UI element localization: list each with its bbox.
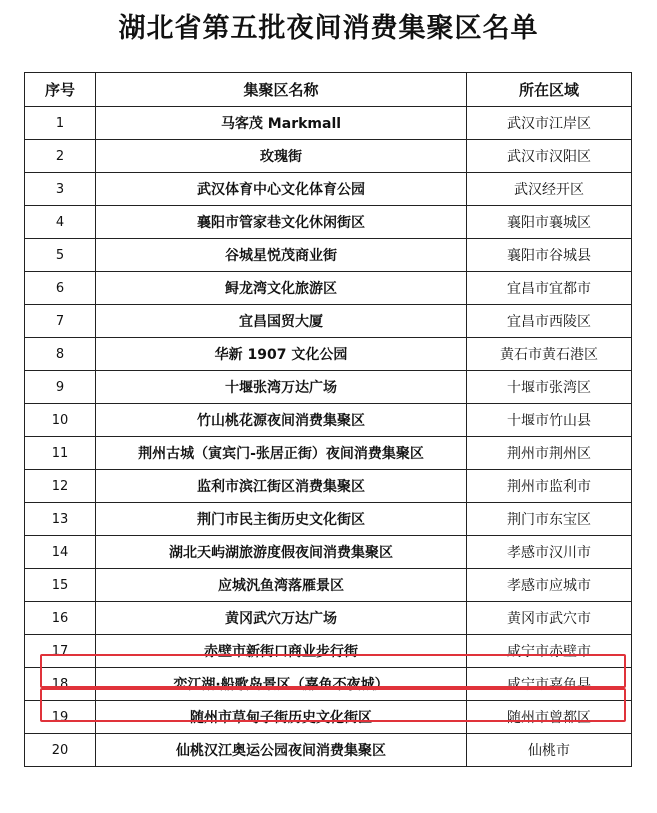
header-name: 集聚区名称 xyxy=(96,73,467,107)
row-index: 1 xyxy=(25,107,96,140)
row-region: 宜昌市西陵区 xyxy=(467,305,632,338)
header-region: 所在区域 xyxy=(467,73,632,107)
row-name: 仙桃汉江奥运公园夜间消费集聚区 xyxy=(96,734,467,767)
row-region: 随州市曾都区 xyxy=(467,701,632,734)
row-name: 荆门市民主街历史文化街区 xyxy=(96,503,467,536)
row-name: 玫瑰街 xyxy=(96,140,467,173)
row-index: 6 xyxy=(25,272,96,305)
row-index: 13 xyxy=(25,503,96,536)
row-region: 襄阳市襄城区 xyxy=(467,206,632,239)
table-row xyxy=(25,602,632,635)
row-region: 宜昌市宜都市 xyxy=(467,272,632,305)
row-index: 17 xyxy=(25,635,96,668)
row-index: 10 xyxy=(25,404,96,437)
row-region: 武汉经开区 xyxy=(467,173,632,206)
row-index: 14 xyxy=(25,536,96,569)
table-row xyxy=(25,569,632,602)
table-row xyxy=(25,437,632,470)
row-index: 15 xyxy=(25,569,96,602)
table-row xyxy=(25,140,632,173)
row-region: 黄石市黄石港区 xyxy=(467,338,632,371)
row-region: 荆州市监利市 xyxy=(467,470,632,503)
table-row xyxy=(25,206,632,239)
row-name: 十堰张湾万达广场 xyxy=(96,371,467,404)
row-region: 襄阳市谷城县 xyxy=(467,239,632,272)
table-header-row xyxy=(25,73,632,107)
row-region: 咸宁市赤壁市 xyxy=(467,635,632,668)
row-index: 18 xyxy=(25,668,96,701)
row-region: 十堰市竹山县 xyxy=(467,404,632,437)
header-index: 序号 xyxy=(25,73,96,107)
table-row xyxy=(25,635,632,668)
row-index: 16 xyxy=(25,602,96,635)
row-region: 武汉市江岸区 xyxy=(467,107,632,140)
row-name: 恋江湖·船歌岛景区（嘉鱼不夜城） xyxy=(96,668,467,701)
table-row xyxy=(25,668,632,701)
row-region: 十堰市张湾区 xyxy=(467,371,632,404)
row-index: 20 xyxy=(25,734,96,767)
table-row xyxy=(25,239,632,272)
row-name: 武汉体育中心文化体育公园 xyxy=(96,173,467,206)
row-name: 监利市滨江街区消费集聚区 xyxy=(96,470,467,503)
row-name: 应城汎鱼湾落雁景区 xyxy=(96,569,467,602)
document-title: 湖北省第五批夜间消费集聚区名单 xyxy=(118,13,539,44)
row-region: 黄冈市武穴市 xyxy=(467,602,632,635)
table-row xyxy=(25,305,632,338)
row-name: 鲟龙湾文化旅游区 xyxy=(96,272,467,305)
venue-table xyxy=(24,72,632,767)
row-name: 宜昌国贸大厦 xyxy=(96,305,467,338)
table-row xyxy=(25,371,632,404)
row-index: 7 xyxy=(25,305,96,338)
row-name: 襄阳市管家巷文化休闲街区 xyxy=(96,206,467,239)
row-region: 仙桃市 xyxy=(467,734,632,767)
row-region: 孝感市应城市 xyxy=(467,569,632,602)
row-region: 荆门市东宝区 xyxy=(467,503,632,536)
table-row xyxy=(25,470,632,503)
table-row xyxy=(25,701,632,734)
table-row xyxy=(25,404,632,437)
row-region: 孝感市汉川市 xyxy=(467,536,632,569)
row-name: 马客茂 Markmall xyxy=(96,107,467,140)
row-index: 19 xyxy=(25,701,96,734)
row-index: 12 xyxy=(25,470,96,503)
row-name: 华新 1907 文化公园 xyxy=(96,338,467,371)
table-row xyxy=(25,107,632,140)
row-region: 武汉市汉阳区 xyxy=(467,140,632,173)
row-index: 9 xyxy=(25,371,96,404)
row-index: 11 xyxy=(25,437,96,470)
row-region: 咸宁市嘉鱼县 xyxy=(467,668,632,701)
row-index: 4 xyxy=(25,206,96,239)
row-index: 2 xyxy=(25,140,96,173)
table-row xyxy=(25,272,632,305)
table-row xyxy=(25,503,632,536)
table-row xyxy=(25,173,632,206)
row-index: 3 xyxy=(25,173,96,206)
row-name: 赤壁市新街口商业步行街 xyxy=(96,635,467,668)
row-name: 竹山桃花源夜间消费集聚区 xyxy=(96,404,467,437)
row-index: 5 xyxy=(25,239,96,272)
table-row xyxy=(25,536,632,569)
row-name: 随州市草甸子街历史文化街区 xyxy=(96,701,467,734)
row-name: 荆州古城（寅宾门-张居正街）夜间消费集聚区 xyxy=(96,437,467,470)
row-region: 荆州市荆州区 xyxy=(467,437,632,470)
row-name: 黄冈武穴万达广场 xyxy=(96,602,467,635)
table-row xyxy=(25,338,632,371)
row-index: 8 xyxy=(25,338,96,371)
row-name: 谷城星悦茂商业街 xyxy=(96,239,467,272)
table-row xyxy=(25,734,632,767)
row-name: 湖北天屿湖旅游度假夜间消费集聚区 xyxy=(96,536,467,569)
